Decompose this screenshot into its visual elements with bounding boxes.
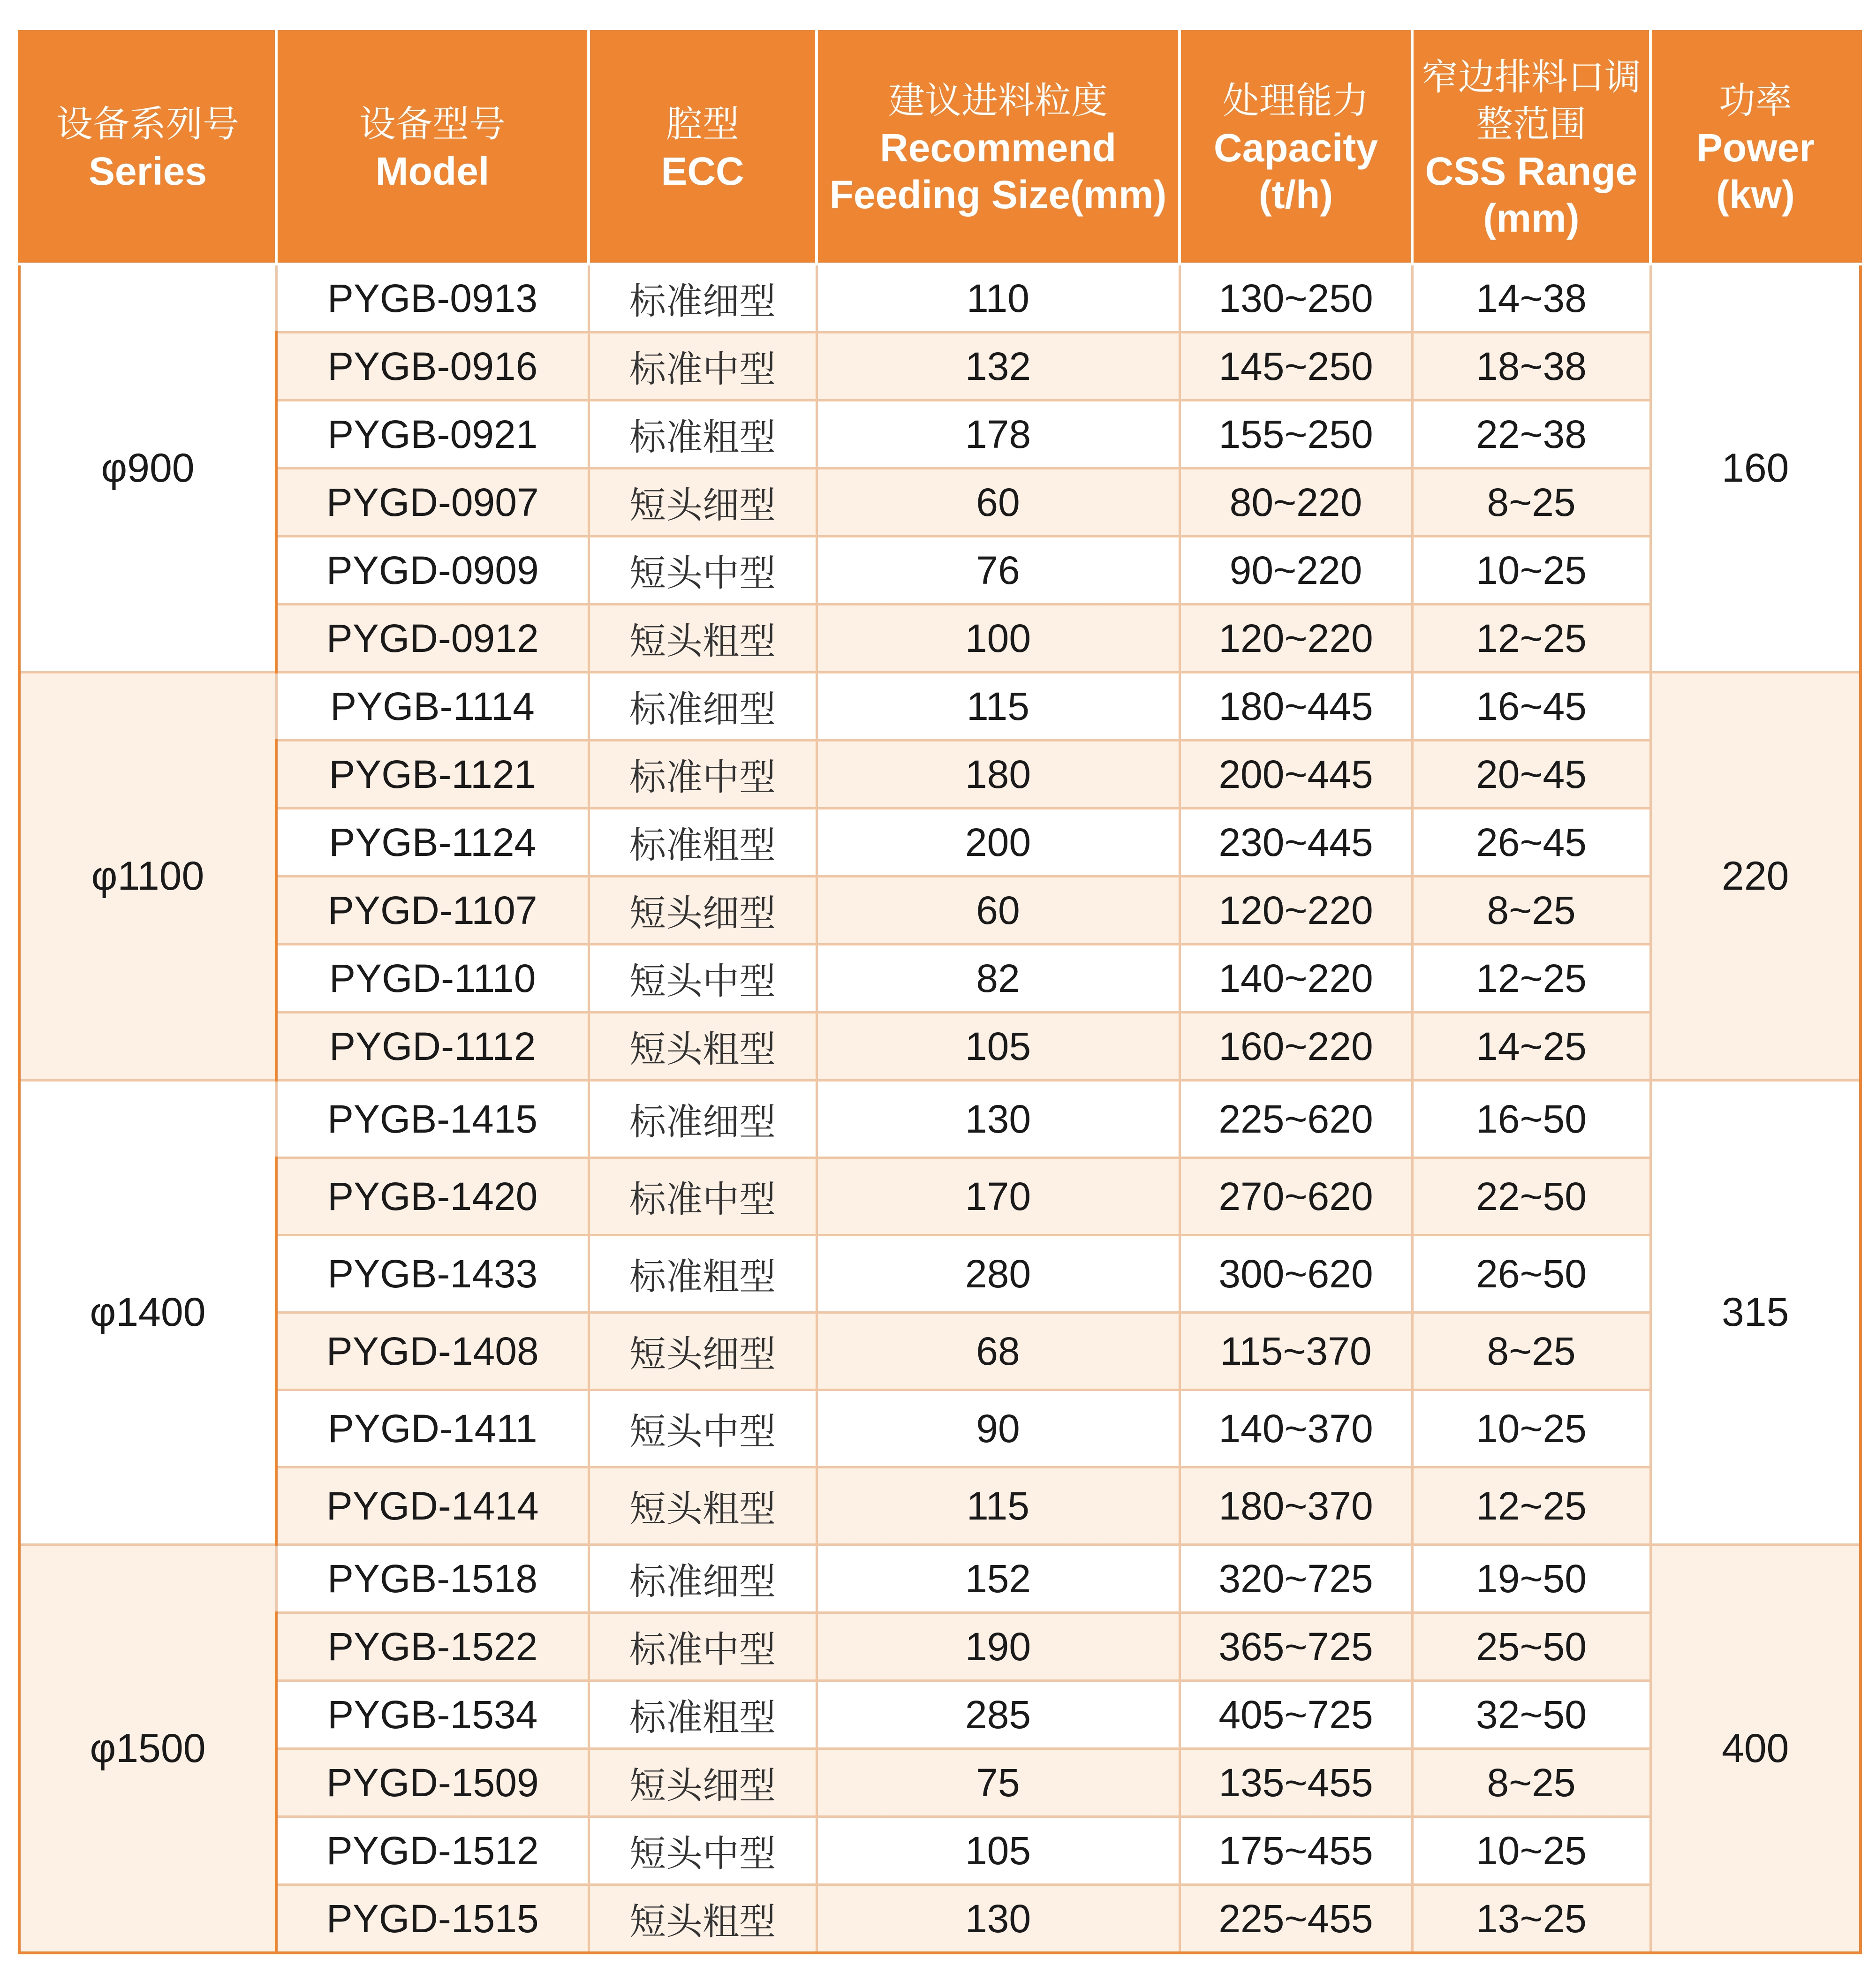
header-power-en-2: (kw) <box>1716 173 1795 217</box>
model-cell: PYGB-1114 <box>276 673 589 741</box>
css-range-cell: 10~25 <box>1412 1390 1650 1467</box>
table-row <box>19 1467 1861 1545</box>
header-series <box>19 31 276 264</box>
table-row <box>19 401 1861 469</box>
capacity-cell: 300~620 <box>1180 1235 1412 1313</box>
header-capacity-en-1: Capacity <box>1213 126 1378 170</box>
table-row <box>19 1013 1861 1081</box>
ecc-cell: 标准细型 <box>589 1081 817 1158</box>
css-range-cell: 26~45 <box>1412 809 1650 877</box>
header-capacity <box>1180 31 1412 264</box>
model-cell: PYGD-1408 <box>276 1313 589 1390</box>
model-cell: PYGD-0909 <box>276 537 589 605</box>
table-row <box>19 1158 1861 1235</box>
ecc-cell: 短头粗型 <box>589 1885 817 1953</box>
capacity-cell: 320~725 <box>1180 1545 1412 1613</box>
capacity-cell: 140~370 <box>1180 1390 1412 1467</box>
model-cell: PYGB-1518 <box>276 1545 589 1613</box>
ecc-cell: 短头中型 <box>589 537 817 605</box>
css-range-cell: 12~25 <box>1412 1467 1650 1545</box>
capacity-cell: 120~220 <box>1180 605 1412 673</box>
model-cell: PYGD-1515 <box>276 1885 589 1953</box>
ecc-cell: 短头细型 <box>589 1749 817 1817</box>
ecc-cell: 短头细型 <box>589 1313 817 1390</box>
header-model-en: Model <box>375 149 490 193</box>
table-row <box>19 333 1861 401</box>
table-row <box>19 741 1861 809</box>
ecc-cell: 标准中型 <box>589 741 817 809</box>
feed-size-cell: 60 <box>817 877 1180 945</box>
power-cell: 400 <box>1650 1545 1861 1953</box>
css-range-cell: 10~25 <box>1412 1817 1650 1885</box>
css-range-cell: 8~25 <box>1412 1749 1650 1817</box>
css-range-cell: 18~38 <box>1412 333 1650 401</box>
table-row <box>19 1545 1861 1613</box>
css-range-cell: 22~50 <box>1412 1158 1650 1235</box>
feed-size-cell: 76 <box>817 537 1180 605</box>
model-cell: PYGD-0907 <box>276 469 589 537</box>
ecc-cell: 标准细型 <box>589 264 817 333</box>
css-range-cell: 13~25 <box>1412 1885 1650 1953</box>
capacity-cell: 155~250 <box>1180 401 1412 469</box>
header-css-range-en-1: CSS Range <box>1425 149 1638 193</box>
model-cell: PYGB-1420 <box>276 1158 589 1235</box>
capacity-cell: 225~455 <box>1180 1885 1412 1953</box>
css-range-cell: 14~38 <box>1412 264 1650 333</box>
model-cell: PYGD-0912 <box>276 605 589 673</box>
css-range-cell: 26~50 <box>1412 1235 1650 1313</box>
ecc-cell: 短头中型 <box>589 945 817 1013</box>
capacity-cell: 90~220 <box>1180 537 1412 605</box>
header-ecc-zh: 腔型 <box>666 103 739 145</box>
header-series-zh: 设备系列号 <box>56 103 239 145</box>
ecc-cell: 标准细型 <box>589 1545 817 1613</box>
capacity-cell: 120~220 <box>1180 877 1412 945</box>
capacity-cell: 135~455 <box>1180 1749 1412 1817</box>
table-row <box>19 1749 1861 1817</box>
series-cell: φ1500 <box>19 1545 276 1953</box>
feed-size-cell: 130 <box>817 1081 1180 1158</box>
capacity-cell: 115~370 <box>1180 1313 1412 1390</box>
header-css-range-en-2: (mm) <box>1483 196 1580 240</box>
feed-size-cell: 190 <box>817 1613 1180 1681</box>
css-range-cell: 32~50 <box>1412 1681 1650 1749</box>
table-row <box>19 945 1861 1013</box>
feed-size-cell: 60 <box>817 469 1180 537</box>
ecc-cell: 标准中型 <box>589 333 817 401</box>
model-cell: PYGB-0921 <box>276 401 589 469</box>
capacity-cell: 200~445 <box>1180 741 1412 809</box>
model-cell: PYGB-1121 <box>276 741 589 809</box>
feed-size-cell: 132 <box>817 333 1180 401</box>
series-group <box>19 264 1861 673</box>
header-css-range-zh-1: 窄边排料口调 <box>1421 56 1641 98</box>
spec-table <box>18 30 1862 1954</box>
css-range-cell: 8~25 <box>1412 469 1650 537</box>
series-cell: φ900 <box>19 264 276 673</box>
table-header <box>19 31 1861 264</box>
table-row <box>19 264 1861 333</box>
header-feed-size-en-1: Recommend <box>879 126 1117 170</box>
feed-size-cell: 130 <box>817 1885 1180 1953</box>
table-row <box>19 673 1861 741</box>
capacity-cell: 270~620 <box>1180 1158 1412 1235</box>
capacity-cell: 230~445 <box>1180 809 1412 877</box>
capacity-cell: 160~220 <box>1180 1013 1412 1081</box>
header-css-range-zh-2: 整范围 <box>1476 103 1586 145</box>
css-range-cell: 25~50 <box>1412 1613 1650 1681</box>
header-power <box>1650 31 1861 264</box>
model-cell: PYGD-1411 <box>276 1390 589 1467</box>
ecc-cell: 标准粗型 <box>589 401 817 469</box>
feed-size-cell: 115 <box>817 1467 1180 1545</box>
series-cell: φ1400 <box>19 1081 276 1545</box>
capacity-cell: 365~725 <box>1180 1613 1412 1681</box>
css-range-cell: 8~25 <box>1412 877 1650 945</box>
table-row <box>19 1885 1861 1953</box>
capacity-cell: 80~220 <box>1180 469 1412 537</box>
series-group <box>19 1081 1861 1545</box>
model-cell: PYGB-1522 <box>276 1613 589 1681</box>
ecc-cell: 标准粗型 <box>589 809 817 877</box>
feed-size-cell: 110 <box>817 264 1180 333</box>
model-cell: PYGB-0913 <box>276 264 589 333</box>
header-power-zh: 功率 <box>1718 80 1792 122</box>
power-cell: 315 <box>1650 1081 1861 1545</box>
ecc-cell: 短头中型 <box>589 1390 817 1467</box>
header-model <box>276 31 589 264</box>
header-power-en-1: Power <box>1696 126 1815 170</box>
table-row <box>19 809 1861 877</box>
header-feed-size-en-2: Feeding Size(mm) <box>829 173 1167 217</box>
css-range-cell: 16~45 <box>1412 673 1650 741</box>
feed-size-cell: 152 <box>817 1545 1180 1613</box>
css-range-cell: 12~25 <box>1412 605 1650 673</box>
header-feed-size-zh: 建议进料粒度 <box>888 80 1108 122</box>
series-group <box>19 1545 1861 1953</box>
header-css-range <box>1412 31 1650 264</box>
table-row <box>19 1817 1861 1885</box>
ecc-cell: 短头细型 <box>589 877 817 945</box>
table-row <box>19 605 1861 673</box>
css-range-cell: 20~45 <box>1412 741 1650 809</box>
table-row <box>19 469 1861 537</box>
feed-size-cell: 115 <box>817 673 1180 741</box>
capacity-cell: 145~250 <box>1180 333 1412 401</box>
model-cell: PYGD-1112 <box>276 1013 589 1081</box>
table-row <box>19 1235 1861 1313</box>
model-cell: PYGB-1534 <box>276 1681 589 1749</box>
model-cell: PYGD-1414 <box>276 1467 589 1545</box>
header-capacity-en-2: (t/h) <box>1258 173 1333 217</box>
css-range-cell: 10~25 <box>1412 537 1650 605</box>
ecc-cell: 短头粗型 <box>589 605 817 673</box>
capacity-cell: 225~620 <box>1180 1081 1412 1158</box>
table-row <box>19 537 1861 605</box>
capacity-cell: 180~445 <box>1180 673 1412 741</box>
header-series-en: Series <box>88 149 207 193</box>
css-range-cell: 14~25 <box>1412 1013 1650 1081</box>
css-range-cell: 16~50 <box>1412 1081 1650 1158</box>
table-row <box>19 1390 1861 1467</box>
css-range-cell: 19~50 <box>1412 1545 1650 1613</box>
feed-size-cell: 100 <box>817 605 1180 673</box>
power-cell: 160 <box>1650 264 1861 673</box>
table-row <box>19 1081 1861 1158</box>
capacity-cell: 140~220 <box>1180 945 1412 1013</box>
ecc-cell: 标准粗型 <box>589 1235 817 1313</box>
table-row <box>19 877 1861 945</box>
capacity-cell: 180~370 <box>1180 1467 1412 1545</box>
table-row <box>19 1613 1861 1681</box>
header-row <box>19 31 1861 264</box>
model-cell: PYGB-0916 <box>276 333 589 401</box>
series-cell: φ1100 <box>19 673 276 1081</box>
model-cell: PYGB-1415 <box>276 1081 589 1158</box>
header-capacity-zh: 处理能力 <box>1222 80 1369 122</box>
feed-size-cell: 280 <box>817 1235 1180 1313</box>
table-row <box>19 1681 1861 1749</box>
feed-size-cell: 68 <box>817 1313 1180 1390</box>
header-ecc <box>589 31 817 264</box>
ecc-cell: 标准中型 <box>589 1158 817 1235</box>
feed-size-cell: 105 <box>817 1013 1180 1081</box>
feed-size-cell: 285 <box>817 1681 1180 1749</box>
header-ecc-en: ECC <box>661 149 744 193</box>
capacity-cell: 405~725 <box>1180 1681 1412 1749</box>
capacity-cell: 130~250 <box>1180 264 1412 333</box>
ecc-cell: 短头细型 <box>589 469 817 537</box>
ecc-cell: 短头中型 <box>589 1817 817 1885</box>
css-range-cell: 8~25 <box>1412 1313 1650 1390</box>
header-model-zh: 设备型号 <box>359 103 506 145</box>
feed-size-cell: 90 <box>817 1390 1180 1467</box>
series-group <box>19 673 1861 1081</box>
ecc-cell: 短头粗型 <box>589 1013 817 1081</box>
ecc-cell: 标准粗型 <box>589 1681 817 1749</box>
model-cell: PYGD-1110 <box>276 945 589 1013</box>
feed-size-cell: 200 <box>817 809 1180 877</box>
power-cell: 220 <box>1650 673 1861 1081</box>
model-cell: PYGB-1433 <box>276 1235 589 1313</box>
model-cell: PYGD-1509 <box>276 1749 589 1817</box>
feed-size-cell: 178 <box>817 401 1180 469</box>
ecc-cell: 标准细型 <box>589 673 817 741</box>
ecc-cell: 标准中型 <box>589 1613 817 1681</box>
model-cell: PYGB-1124 <box>276 809 589 877</box>
header-feed-size <box>817 31 1180 264</box>
model-cell: PYGD-1512 <box>276 1817 589 1885</box>
capacity-cell: 175~455 <box>1180 1817 1412 1885</box>
model-cell: PYGD-1107 <box>276 877 589 945</box>
css-range-cell: 22~38 <box>1412 401 1650 469</box>
css-range-cell: 12~25 <box>1412 945 1650 1013</box>
feed-size-cell: 105 <box>817 1817 1180 1885</box>
feed-size-cell: 82 <box>817 945 1180 1013</box>
ecc-cell: 短头粗型 <box>589 1467 817 1545</box>
feed-size-cell: 75 <box>817 1749 1180 1817</box>
table-row <box>19 1313 1861 1390</box>
feed-size-cell: 180 <box>817 741 1180 809</box>
feed-size-cell: 170 <box>817 1158 1180 1235</box>
